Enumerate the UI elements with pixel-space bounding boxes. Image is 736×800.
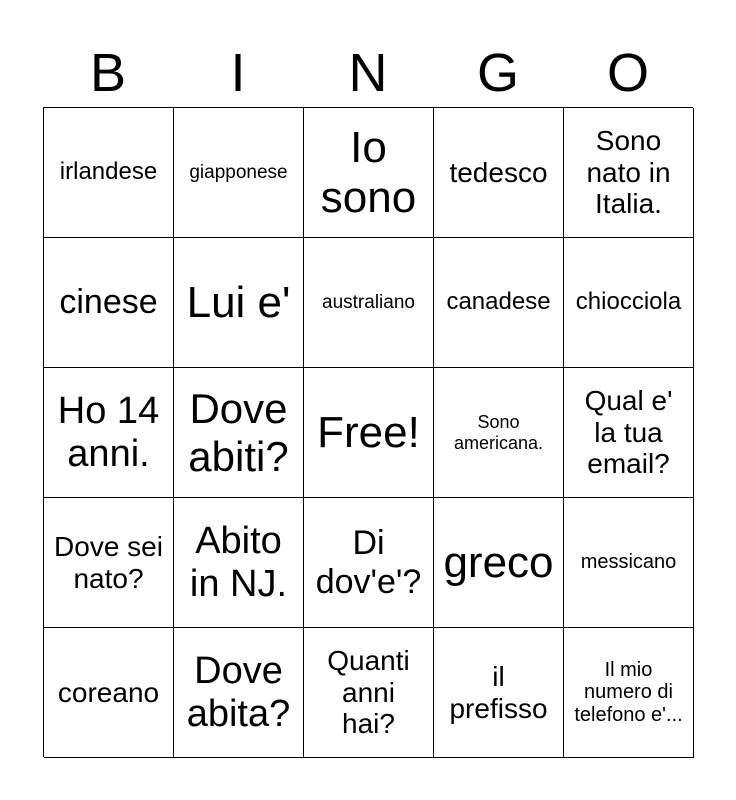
bingo-cell[interactable] [174, 108, 304, 238]
bingo-cell[interactable] [564, 498, 694, 628]
cell-text: australiano [322, 291, 415, 313]
header-letter-n: N [348, 43, 388, 103]
cell-text: il prefisso [449, 661, 548, 724]
bingo-cell[interactable] [304, 108, 434, 238]
cell-text: Sono nato in Italia. [586, 125, 671, 220]
cell-text: tedesco [449, 156, 548, 188]
bingo-cell[interactable] [434, 108, 564, 238]
bingo-cell[interactable] [564, 238, 694, 368]
bingo-cell[interactable] [44, 628, 174, 758]
cell-text: canadese [446, 288, 551, 316]
cell-text: giapponese [189, 161, 288, 183]
cell-text: Di dov'e'? [315, 524, 422, 601]
cell-text: Sono americana. [453, 412, 544, 453]
bingo-cell[interactable] [174, 368, 304, 498]
bingo-cell[interactable] [174, 238, 304, 368]
bingo-cell[interactable] [434, 498, 564, 628]
cell-text: Ho 14 anni. [57, 389, 160, 475]
bingo-cell[interactable] [304, 498, 434, 628]
cell-text: Abito in NJ. [189, 519, 288, 605]
bingo-card-grid [43, 107, 693, 757]
cell-text: Qual e' la tua email? [584, 385, 673, 480]
cell-text: Dove sei nato? [54, 531, 163, 594]
cell-text: chiocciola [575, 288, 682, 316]
header-letter-g: G [476, 43, 519, 103]
cell-text: Lui e' [186, 277, 291, 327]
cell-text: Dove abita? [186, 649, 291, 735]
bingo-cell[interactable] [304, 238, 434, 368]
cell-text: coreano [57, 676, 160, 708]
cell-text: messicano [580, 551, 677, 574]
cell-text: Io sono [320, 123, 417, 222]
header-letter-b: B [89, 43, 127, 103]
cell-text: irlandese [59, 158, 158, 186]
bingo-cell[interactable] [44, 368, 174, 498]
bingo-cell[interactable] [174, 628, 304, 758]
bingo-cell-free[interactable] [304, 368, 434, 498]
bingo-cell[interactable] [564, 368, 694, 498]
header-letter-o: O [606, 43, 649, 103]
bingo-cell[interactable] [564, 628, 694, 758]
bingo-cell[interactable] [434, 238, 564, 368]
cell-text: cinese [59, 283, 158, 322]
header-letter-i: I [230, 43, 246, 103]
bingo-cell[interactable] [174, 498, 304, 628]
bingo-cell[interactable] [434, 628, 564, 758]
bingo-cell[interactable] [44, 238, 174, 368]
bingo-header [43, 38, 693, 108]
cell-text: Dove abiti? [188, 385, 289, 480]
bingo-cell[interactable] [304, 628, 434, 758]
cell-text: Il mio numero di telefono e'... [574, 658, 683, 726]
bingo-cell[interactable] [44, 108, 174, 238]
cell-text: Free! [317, 407, 420, 457]
cell-text: Quanti anni hai? [327, 645, 410, 740]
cell-text: greco [443, 537, 554, 587]
bingo-cell[interactable] [434, 368, 564, 498]
bingo-cell[interactable] [44, 498, 174, 628]
bingo-cell[interactable] [564, 108, 694, 238]
